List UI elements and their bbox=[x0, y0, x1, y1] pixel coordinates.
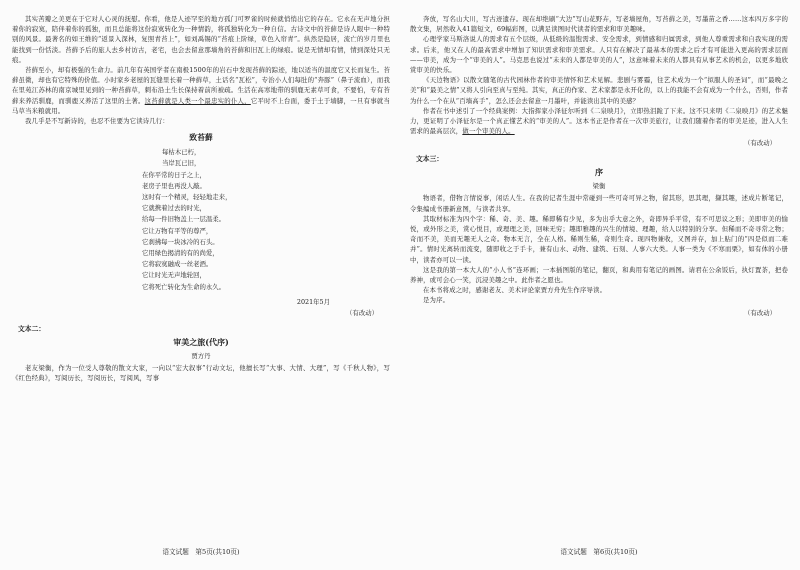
paragraph bbox=[12, 65, 390, 116]
paragraph: 其取材标准为四个字：稀、奇、美、趣。稀即稀有少见，多为出乎大意之外，奇即异乎平常，有不可思议之形；美即审美的愉悦，或外形之美，赏心悦目，或理理之美，回味无穷；趣即雅趣的兴生的情境、理趣，给人以特别的分享。但稀而不奇寻常之物；奇而不美，美而无趣无人之奇。物本无言，全在人格。稀则生稀，奇则生奇。现四物兼收，又图并存，加上貼门的“四是似而二难并”。情时光离转而流变，随即收之于手卡，兼有山水、动物、建筑、石刻、人事六大类。人事一类为《不寒而栗》，如有体的小册中，读者亦可以一读。 bbox=[410, 214, 788, 264]
paragraph: 其实苦瓣之美更在于它对人心灵的抚慰。你看，他是人迹罕至的地方孤门可罗雀的时候就悄悄出它的存在。它永在无声地分担着你的寂寞，陪伴着你的孤独，而且总能将这份寂寞转化为一种情韵，将孤独转化为一种自信。古诗文中的苔藓是诗人眼中一种特别的风景。最著名的如王维的“返景入深林，复照青苔上”，如刘禹锡的“苔痕上阶绿，草色入帘青”。纵然是隐居，流亡的岁月里也能找到一份恬淡。苔藓予后的旅人去乡村访古，老宅，也会去留意那墙角的苔藓和旧瓦上的绿痕。说是无情却有情，情到深处只无痕。 bbox=[12, 15, 390, 64]
paragraph: 是为序。 bbox=[423, 296, 450, 305]
poem-line: 在你平常的日子之上， bbox=[142, 170, 206, 179]
paragraph: 奔放，写名山大川，写古迹遗存。现在却绝刷“大边”写山花野卉，写老墙屋角，写苔藓之美，写墨苗之香……这本四万多字的散文集，居然收入41篇短文，69幅彩图，以满足读图时代读者的需求和审美趣味。 bbox=[410, 15, 788, 34]
page-footer: 语文试题 第6页(共10页) bbox=[560, 548, 638, 556]
poem-line: 它就携着过去的时光， bbox=[142, 204, 206, 213]
article-title: 审美之旅(代序) bbox=[173, 336, 229, 347]
paragraph: 《天边物语》以散文随笔的古代园林作者的审美情怀和艺术见解。悲剧与雾霾，往艺术成为一个“拟服人的圣词”，而“最晚之美”和“最美之情”又将人引向至真与至纯。其实，真正的作家、艺术家都是永开化的，以上的我能不会有成为一个什么，否则，作者为什么一个在从“百墙高手”，怎么还会去留意一月墨叶，并能读出其中的美感？ bbox=[410, 76, 788, 105]
revision-note: （有改动） bbox=[744, 139, 776, 148]
article-title: 序 bbox=[595, 167, 603, 178]
poem-line: 老房子里也再没人敲。 bbox=[142, 181, 206, 190]
revision-note: （有改动） bbox=[346, 308, 378, 317]
paragraph: 心理学家马斯洛说人的需求有五个层级，从低级的温饱需求、安全需求，到情感和归属需求，到他人尊重需求和自我实现的需求。后来，他又在人的最高需求中增加了知识需求和审美需求。人只有在解决了最基本的需求之后才有可能进入更高的需求层面——审美，成为一个“审美的人”。马克思也说过“未来的人都是审美的人”，这意味着未来的人都具有从事艺术的机会，以更多地欣赏审美的快乐。 bbox=[410, 35, 788, 75]
poem-line: 每枯木已朽， bbox=[162, 148, 201, 157]
poem-line: 当岸瓦已旧， bbox=[162, 159, 201, 168]
underlined-sentence: 做一个审美的人。 bbox=[462, 127, 515, 136]
page-footer: 语文试题 第5页(共10页) bbox=[162, 548, 240, 556]
poem-line: 给每一件旧物盖上一层温柔。 bbox=[142, 215, 226, 224]
page-right bbox=[410, 14, 788, 554]
poem-line: 它刹拂每一块冰冷的石头。 bbox=[142, 237, 219, 246]
underlined-sentence: 这苔藓就是人类一个最忠实的仆人， bbox=[144, 96, 251, 105]
paragraph: 这是我的第一本大人的“小人书”连环画；一本插图版的笔记，翻页，和典用有笔记的画图。请君在公余饭后，执灯置茶，把卷养神，或可会心一笑，沉浸美趣之中。此作者之愿也。 bbox=[410, 265, 788, 285]
page-left bbox=[12, 14, 390, 554]
poem-line: 这时有一个精灵，轻轻地走来， bbox=[142, 193, 232, 202]
poem-line: 它用绿色揭清的有的尚爱， bbox=[142, 249, 219, 258]
revision-note: （有改动） bbox=[744, 308, 776, 317]
poem-title: 致苔藓 bbox=[189, 133, 213, 143]
paragraph-text: 它平时不上台面，委于土于墙脚，一旦有事就当马草当米粮就用。 bbox=[12, 96, 391, 115]
paragraph-text: 作者在书中述引了一个经典案例：大指挥家小泽征尔听到《二泉映月》，立即热泪跪了下来。这不只来明《二泉映月》的艺术魅力，更证明了小泽征尔是一个真正懂艺术的“审美的人”。这本书正是作者在一次审美旅行，让我们随着作者的审美足迹，进入人生需求的最高层次， bbox=[410, 106, 788, 136]
poem-line: 它让时光无声地轮回， bbox=[142, 271, 206, 280]
poem-line: 它让万物有平等的尊严， bbox=[142, 226, 213, 235]
paragraph: 在本书将成之时，感谢老友、美术评论家贾方舟先生作序导读。 bbox=[423, 286, 607, 295]
paragraph: 老友梁衡，作为一位受人尊敬的散文大家，一向以“宏大叙事”行动文坛，他擅长写“大事、大情、大理”，写《千秋人物》，写《红色经典》，写阅历长，写阅历长，写阅风，写事 bbox=[12, 363, 390, 383]
article-author: 梁衡 bbox=[592, 182, 606, 191]
poem-date: 2021年5月 bbox=[296, 297, 330, 306]
article-author: 贾方丹 bbox=[191, 351, 211, 360]
poem-line: 它将死亡转化为生命的永久。 bbox=[142, 282, 226, 291]
paragraph bbox=[410, 106, 788, 137]
section-label: 文本三： bbox=[416, 155, 444, 164]
poem-line: 它将寂寞融成一丝老酒。 bbox=[142, 260, 213, 269]
section-label: 文本二： bbox=[18, 324, 46, 333]
poem bbox=[12, 147, 390, 293]
paragraph: 我几乎是不写新诗的，也忍不住要为它读诗几行： bbox=[25, 117, 169, 126]
paragraph-text: 苔藓至小，却有极强的生命力。前几年有英国学者在南极1500年的岩石中发现苔藓的踪迹，地以适当的温度它又长而复生。苔藓虽微，却也有它特殊的价值。小时家乡老屋的瓦缝里长着一种藓草，土话名“瓦松”，专治小人们每肚的“奔豚”（鼻子流血），而我在里苑江苏林的南京城里见到的一种苔藓草，刺布沿土生长保持着前所被疏。生活在高寒地带的驯鹿无素草可食，不要怕，专有苔藓来养活驯鹿，而驯鹿又养活了这里的土著。 bbox=[12, 66, 390, 105]
paragraph: 物语者，借物言情说事，闲话人生。在我的记者生涯中常碰到一些可奇可异之物，留其形，思其理，撷其趣，述成片断笔记，令集编成书册新意图，与读者共享。 bbox=[410, 194, 788, 213]
